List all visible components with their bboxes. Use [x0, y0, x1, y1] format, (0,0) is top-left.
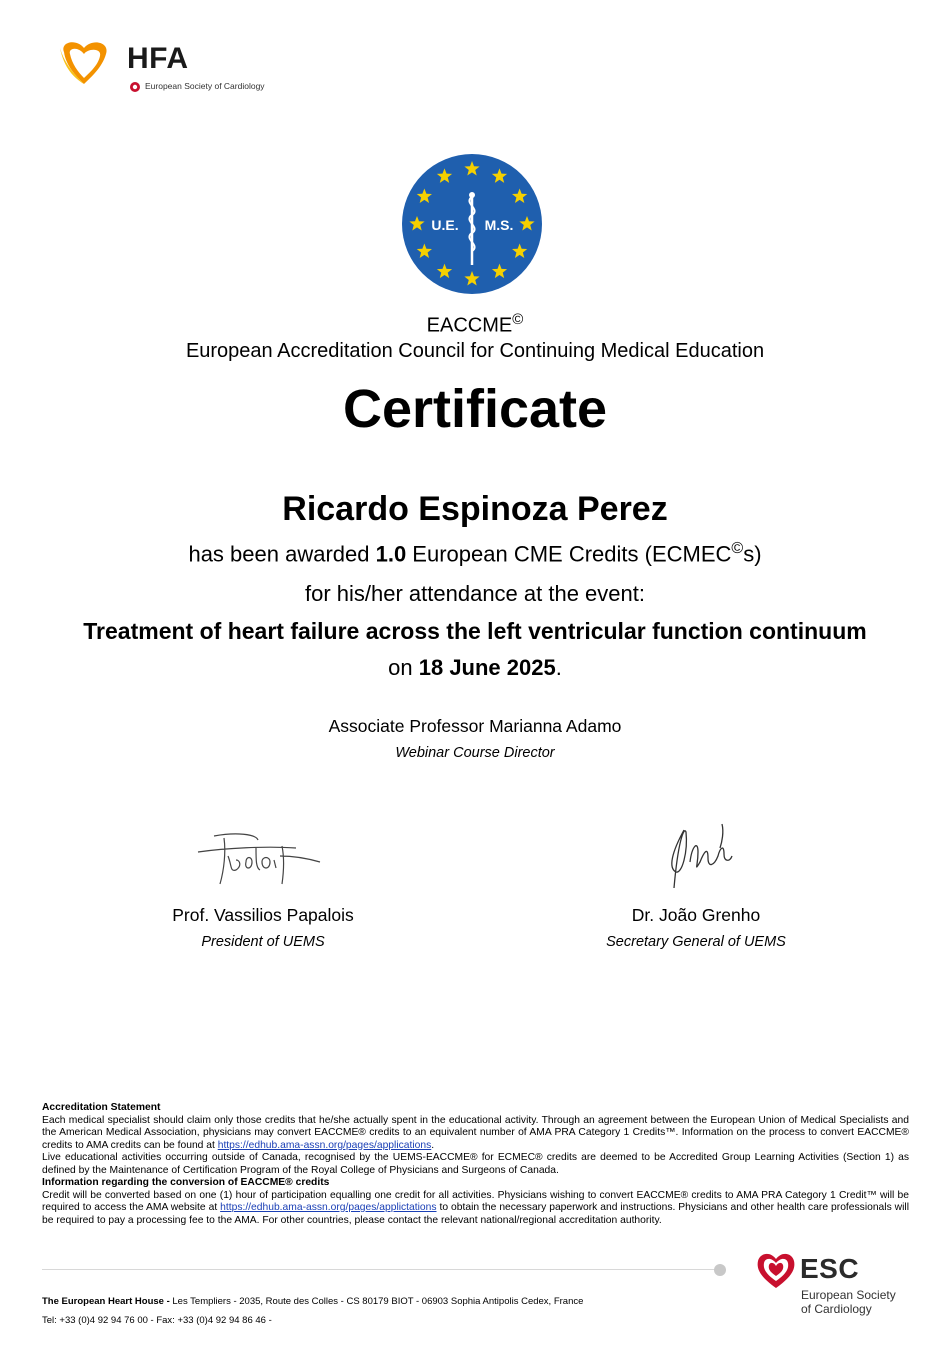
signature-papalois — [196, 826, 326, 888]
ama-applictations-link[interactable]: https://edhub.ama-assn.org/pages/applictations — [220, 1202, 437, 1213]
event-date-line: on 18 June 2025. — [388, 655, 562, 680]
event-title: Treatment of heart failure across the left ventricular function continuum — [83, 618, 867, 644]
accreditation-statement — [42, 1102, 909, 1227]
eaccme-acronym: EACCME© — [426, 311, 524, 337]
signatory-role: Secretary General of UEMS — [606, 934, 786, 950]
recipient-name: Ricardo Espinoza Perez — [282, 490, 668, 528]
footer-dot — [714, 1264, 726, 1276]
hfa-logo-text: HFA — [127, 42, 189, 75]
credits-value: 1.0 — [375, 541, 407, 567]
signature-grenho — [664, 822, 736, 892]
accreditation-paragraph: Each medical specialist should claim only those credits that he/she actually spent in the educational activity. Through an agreement between the European Union of Medical Specialists and the American Medical Association, physicians may convert EACCME® credits to an equivalent number of AMA PRA Category 1 Credits™. Information on the process to convert EACCME® credits to AMA credits can be found at https://edhub.ama-assn.org/pages/applications. — [42, 1114, 909, 1151]
conversion-paragraph: Credit will be converted based on one (1) hour of participation equalling one credit for all activities. Physicians wishing to convert EACCME® credits to AMA PRA Category 1 Credit™ will be required to access the AMA website at https://edhub.ama-assn.org/pages/applictations to obtain the necessary paperwork and instructions. Physicians and other health care professionals will be required to pay a processing fee to the AMA. For other countries, please contact the relevant national/regional accreditation authority. — [42, 1189, 909, 1226]
footer-address: The European Heart House - Les Templiers - 2035, Route des Colles - CS 80179 BIOT - 06903 Sophia Antipolis Cedex, France — [42, 1296, 584, 1307]
conversion-heading: Information regarding the conversion of EACCME® credits — [42, 1177, 330, 1188]
ama-applications-link[interactable]: https://edhub.ama-assn.org/pages/applications — [217, 1139, 432, 1151]
council-name: European Accreditation Council for Continuing Medical Education — [185, 340, 765, 362]
hfa-logo-subtitle: European Society of Cardiology — [145, 81, 265, 91]
footer-divider — [42, 1269, 717, 1270]
esc-logo-subtitle: European Society of Cardiology — [801, 1288, 896, 1316]
course-director-name: Associate Professor Marianna Adamo — [328, 716, 622, 736]
footer-tel: Tel: +33 (0)4 92 94 76 00 - Fax: +33 (0)4 92 94 86 46 - — [42, 1315, 272, 1326]
seal-text-left: U.E. — [431, 217, 459, 233]
seal-text-right: M.S. — [484, 217, 514, 233]
signatory-name: Prof. Vassilios Papalois — [172, 905, 354, 925]
course-director-role: Webinar Course Director — [395, 745, 555, 761]
signatory-role: President of UEMS — [201, 934, 325, 950]
event-date: 18 June 2025 — [418, 655, 556, 680]
esc-heart-logo-icon — [756, 1250, 796, 1290]
accreditation-paragraph: Live educational activities occurring outside of Canada, recognised by the UEMS-EACCME® for ECMEC® credits are deemed to be Accredited Group Learning Activities (Section 1) as defined by the Maintenance of Certification Program of the Royal College of Physicians and Surgeons of Canada. — [42, 1152, 909, 1176]
certificate-title: Certificate — [342, 379, 608, 439]
uems-seal-logo — [401, 153, 543, 295]
esc-logo-text: ESC — [800, 1253, 860, 1284]
credits-awarded-line: has been awarded 1.0 European CME Credits (ECMEC©s) — [188, 540, 762, 567]
accreditation-heading: Accreditation Statement — [42, 1102, 161, 1113]
attendance-line: for his/her attendance at the event: — [304, 581, 645, 606]
signatory-name: Dr. João Grenho — [631, 905, 761, 925]
